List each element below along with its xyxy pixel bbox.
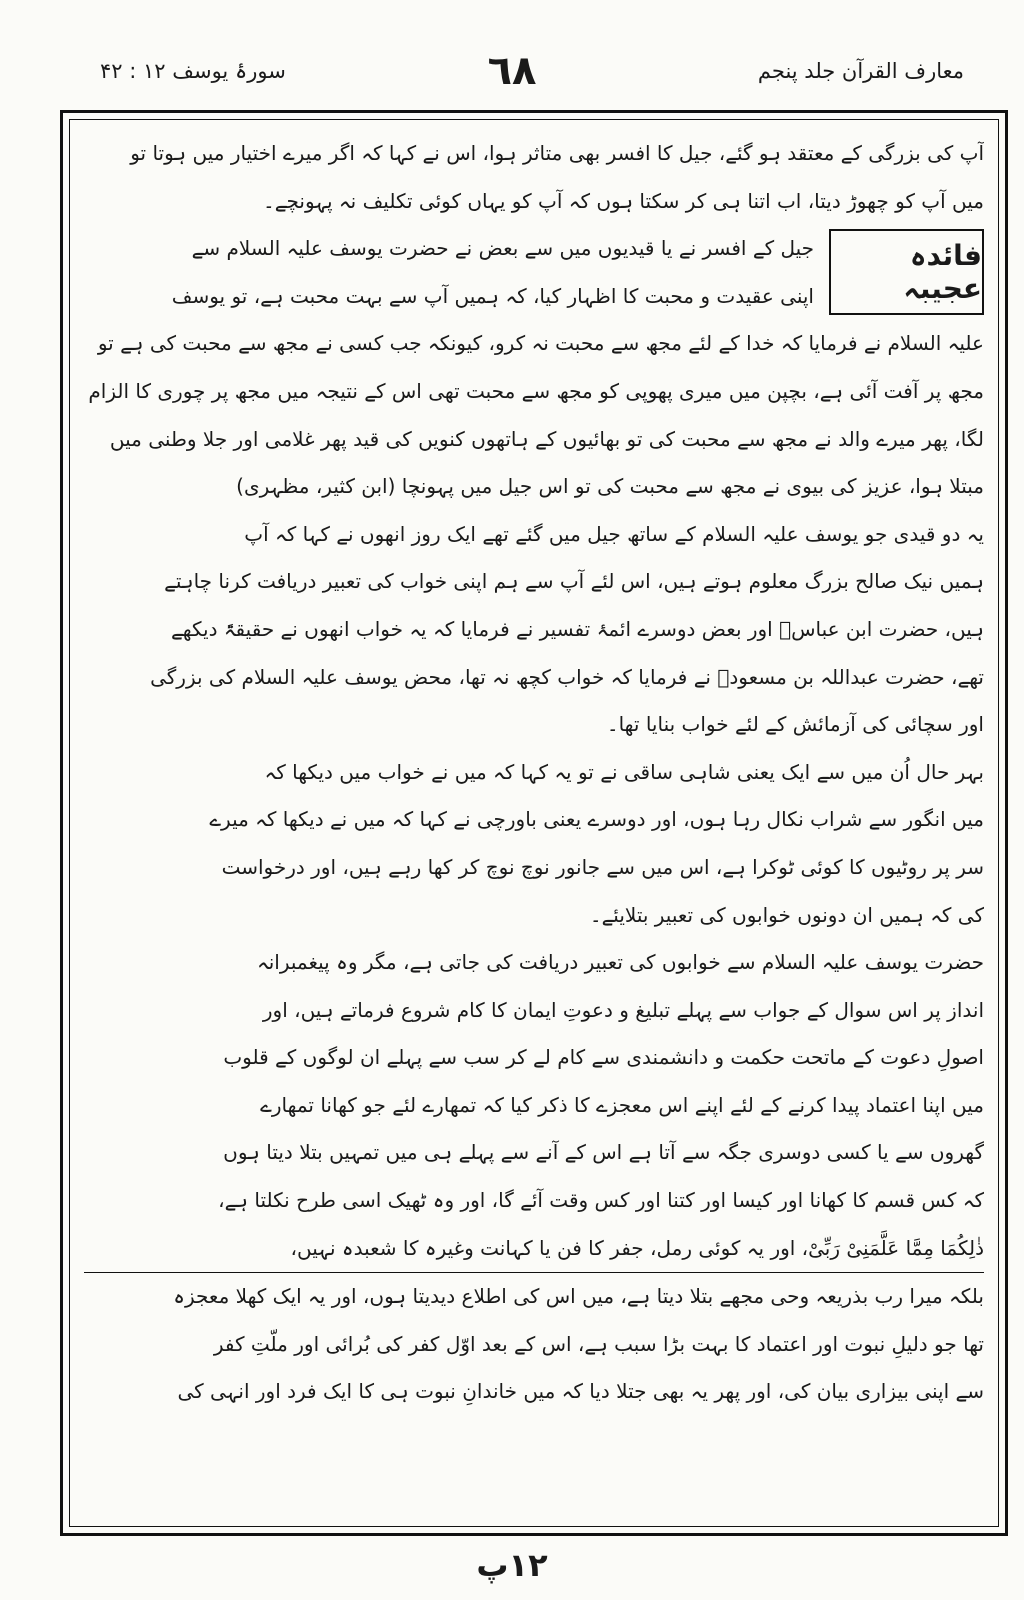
text-line: بلکہ میرا رب بذریعہ وحی مجھے بتلا دیتا ہے، میں اس کی اطلاع دیدیتا ہوں، اور یہ ایک کھلا معجزہ: [173, 1284, 984, 1309]
text-line: علیہ السلام نے فرمایا کہ خدا کے لئے مجھ سے محبت نہ کرو، کیونکہ جب کسی نے مجھ سے محبت کی ہے تو: [97, 331, 984, 356]
text-line: تھے، حضرت عبداللہ بن مسعودؓ نے فرمایا کہ خواب کچھ نہ تھا، محض یوسف علیہ السلام کی بزرگی: [150, 664, 984, 689]
text-line: سر پر روٹیوں کا کوئی ٹوکرا ہے، اس میں سے جانور نوچ نوچ کر کھا رہے ہیں، اور درخواست: [221, 854, 984, 879]
text-line: میں اپنا اعتماد پیدا کرنے کے لئے اپنے اس معجزے کا ذکر کیا کہ تمھارے لئے جو کھانا تمھارے: [260, 1092, 984, 1117]
page-number: ٦٨: [487, 48, 537, 94]
footer-signature: ۱۲پ: [476, 1546, 548, 1584]
text-line: لگا، پھر میرے والد نے مجھ سے محبت کی تو بھائیوں کے ہاتھوں کنویں کی قید پھر غلامی اور جلا وطنی میں: [109, 426, 984, 451]
page-frame-inner: [69, 119, 999, 1527]
text-line: مبتلا ہوا، عزیز کی بیوی نے مجھ سے محبت کی تو اس جیل میں پہونچا (ابن کثیر، مظہری): [236, 474, 984, 499]
text-line: گھروں سے یا کسی دوسری جگہ سے آتا ہے اس کے آنے سے پہلے ہی میں تمہیں بتلا دیتا ہوں: [223, 1140, 984, 1165]
text-line: اور سچائی کی آزمائش کے لئے خواب بنایا تھا۔: [606, 712, 984, 737]
text-line: حضرت یوسف علیہ السلام سے خوابوں کی تعبیر دریافت کی جاتی ہے، مگر وہ پیغمبرانہ: [257, 950, 984, 975]
callout-section: [84, 225, 984, 320]
text-line: میں انگور سے شراب نکال رہا ہوں، اور دوسرے یعنی باورچی نے کہا کہ میں نے دیکھا کہ میرے: [209, 807, 984, 832]
callout-lines: [84, 225, 814, 320]
quranic-verse-line: ذٰلِکُمَا مِمَّا عَلَّمَنِیْ رَبِّیْ، اور یہ کوئی رمل، جفر کا فن یا کہانت وغیرہ کا شعبدہ نہیں،: [84, 1225, 984, 1274]
text-line: کہ کس قسم کا کھانا اور کیسا اور کتنا اور کس وقت آئے گا، اور وہ ٹھیک اسی طرح نکلتا ہے،: [218, 1188, 984, 1213]
text-line: یہ دو قیدی جو یوسف علیہ السلام کے ساتھ جیل میں گئے تھے ایک روز انھوں نے کہا کہ آپ: [244, 521, 984, 546]
text-line: آپ کی بزرگی کے معتقد ہو گئے، جیل کا افسر بھی متاثر ہوا، اس نے کہا کہ اگر میرے اختیار میں ہوتا تو: [130, 141, 984, 165]
text-line: بہر حال اُن میں سے ایک یعنی شاہی ساقی نے تو یہ کہا کہ میں نے خواب میں دیکھا کہ: [264, 759, 984, 784]
text-line: اصولِ دعوت کے ماتحت حکمت و دانشمندی سے کام لے کر سب سے پہلے ان لوگوں کے قلوب: [223, 1045, 984, 1070]
text-line: مجھ پر آفت آئی ہے، بچپن میں میری پھوپی کو مجھ سے محبت تھی اس کے نتیجہ میں مجھ پر چوری کا الزام: [88, 378, 984, 403]
page-frame: [60, 110, 1008, 1536]
text-line: سے اپنی بیزاری بیان کی، اور پھر یہ بھی جتلا دیا کہ میں خاندانِ نبوت ہی کا ایک فرد اور انہی کی: [177, 1379, 984, 1404]
book-title: معارف القرآن جلد پنجم: [757, 59, 964, 83]
text-line: جیل کے افسر نے یا قیدیوں میں سے بعض نے حضرت یوسف علیہ السلام سے: [191, 236, 814, 261]
text-line: کی کہ ہمیں ان دونوں خوابوں کی تعبیر بتلایئے۔: [589, 902, 984, 927]
text-line: میں آپ کو چھوڑ دیتا، اب اتنا ہی کر سکتا ہوں کہ آپ کو یہاں کوئی تکلیف نہ پہونچے۔: [263, 188, 984, 213]
text-line: انداز پر اس سوال کے جواب سے پہلے تبلیغ و دعوتِ ایمان کا کام شروع فرماتے ہیں، اور: [262, 997, 984, 1022]
text-line: ہمیں نیک صالح بزرگ معلوم ہوتے ہیں، اس لئے آپ سے ہم اپنی خواب کی تعبیر دریافت کرنا چاہتے: [164, 569, 984, 594]
text-line: اپنی عقیدت و محبت کا اظہار کیا، کہ ہمیں آپ سے بہت محبت ہے، تو یوسف: [171, 283, 814, 308]
surah-reference: سورۂ یوسف ۱۲ : ۴۲: [100, 59, 286, 83]
callout-heading: فائدہ عجیبہ: [829, 229, 984, 315]
body-text: [84, 130, 984, 1512]
text-line: ہیں، حضرت ابن عباسؓ اور بعض دوسرے ائمۂ تفسیر نے فرمایا کہ یہ خواب انھوں نے حقیقۃً دیکھے: [171, 616, 984, 641]
text-line: تھا جو دلیلِ نبوت اور اعتماد کا بہت بڑا سبب ہے، اس کے بعد اوّل کفر کی بُرائی اور ملّتِ کفر: [213, 1331, 984, 1356]
